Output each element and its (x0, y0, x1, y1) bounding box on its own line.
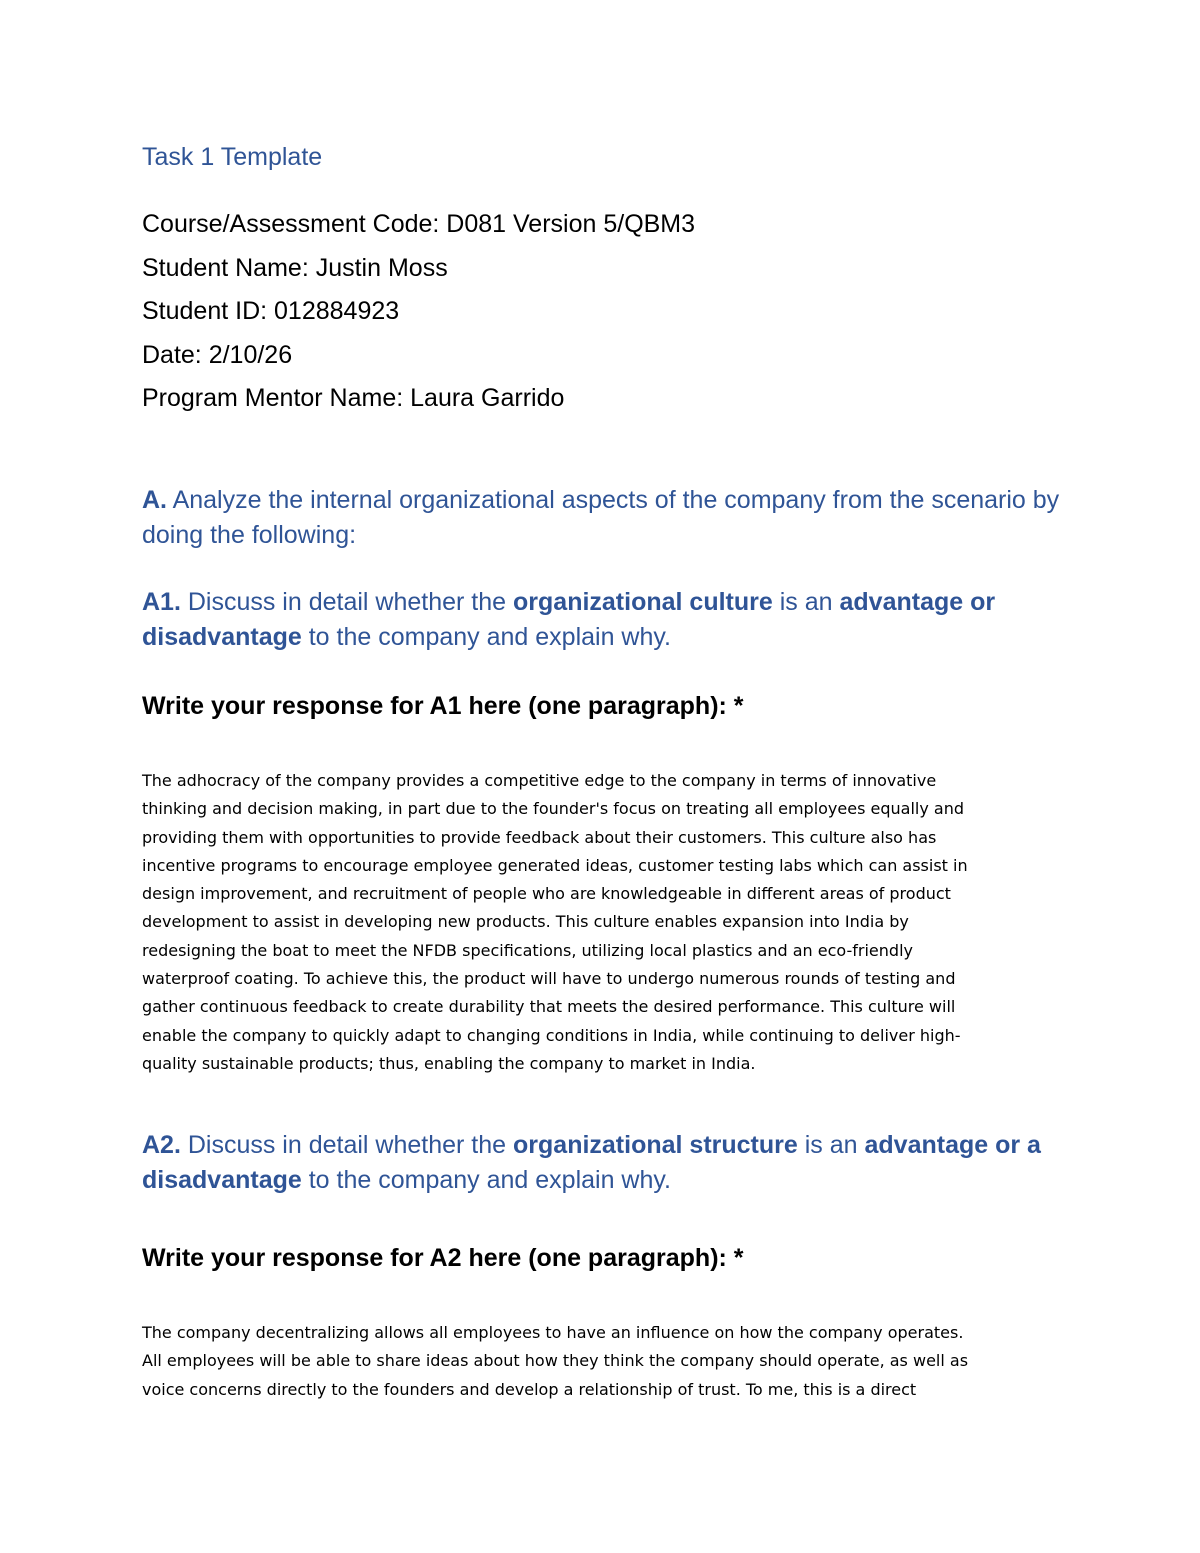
a1-prompt-emphasis: advantage or disadvantage (142, 588, 996, 651)
a2-prompt-text: Discuss in detail whether the (180, 1131, 514, 1159)
a1-prompt-emphasis: organizational culture (513, 588, 773, 616)
a2-response-heading: Write your response for A2 here (one paragraph): * (142, 1244, 744, 1272)
a1-response-line: thinking and decision making, in part due to the founder's focus on treating all employees equally and (142, 799, 964, 819)
student-name: Student Name: Justin Moss (142, 253, 448, 282)
a1-label: A1. (142, 588, 181, 616)
a1-response-heading: Write your response for A1 here (one paragraph): * (142, 692, 744, 720)
a2-response-paragraph (142, 1319, 1062, 1404)
a1-response-line: gather continuous feedback to create durability that meets the desired performance. This culture will (142, 997, 956, 1017)
a2-response-line: All employees will be able to share ideas about how they think the company should operate, as well as (142, 1351, 969, 1371)
a2-label: A2. (142, 1131, 181, 1159)
a1-response-line: enable the company to quickly adapt to changing conditions in India, while continuing to deliver high- (142, 1025, 961, 1045)
a1-prompt-text: is an (772, 588, 840, 616)
a1-response-line: development to assist in developing new products. This culture enables expansion into India by (142, 912, 909, 932)
section-a-prompt (142, 483, 1062, 553)
a1-response-line: redesigning the boat to meet the NFDB specifications, utilizing local plastics and an eco-friendly (142, 940, 913, 960)
document-title: Task 1 Template (142, 143, 323, 171)
a2-response-line: The company decentralizing allows all employees to have an influence on how the company operates. (142, 1323, 964, 1342)
a1-response-line: incentive programs to encourage employee generated ideas, customer testing labs which can assist in (142, 855, 968, 875)
course-code: Course/Assessment Code: D081 Version 5/QBM3 (142, 210, 696, 238)
section-a-label: A. (142, 486, 167, 514)
a1-prompt (142, 585, 1062, 655)
a1-response-line: waterproof coating. To achieve this, the product will have to undergo numerous rounds of testing and (142, 969, 956, 989)
assessment-info-list (142, 203, 695, 421)
a1-response-line: providing them with opportunities to provide feedback about their customers. This culture also has (142, 827, 937, 847)
a2-prompt-text: to the company and explain why. (301, 1166, 671, 1194)
a2-prompt (142, 1128, 1062, 1198)
a2-prompt-emphasis: organizational structure (513, 1131, 798, 1159)
a1-response-line: The adhocracy of the company provides a competitive edge to the company in terms of innovative (142, 771, 937, 790)
a1-response-paragraph (142, 767, 1062, 1078)
a2-prompt-emphasis: advantage or a disadvantage (142, 1131, 1041, 1194)
a1-prompt-text: to the company and explain why. (301, 623, 671, 651)
student-id: Student ID: 012884923 (142, 297, 400, 325)
a2-prompt-text: is an (797, 1131, 865, 1159)
section-a-text: Analyze the internal organizational aspects of the company from the scenario by doing the following: (142, 486, 1060, 549)
date: Date: 2/10/26 (142, 340, 293, 369)
program-mentor-name: Program Mentor Name: Laura Garrido (142, 384, 565, 412)
a1-response-line: design improvement, and recruitment of people who are knowledgeable in different areas of product (142, 884, 951, 904)
a1-response-line: quality sustainable products; thus, enabling the company to market in India. (142, 1053, 756, 1073)
a1-prompt-text: Discuss in detail whether the (180, 588, 514, 616)
a2-response-line: voice concerns directly to the founders and develop a relationship of trust. To me, this is a direct (142, 1379, 917, 1399)
